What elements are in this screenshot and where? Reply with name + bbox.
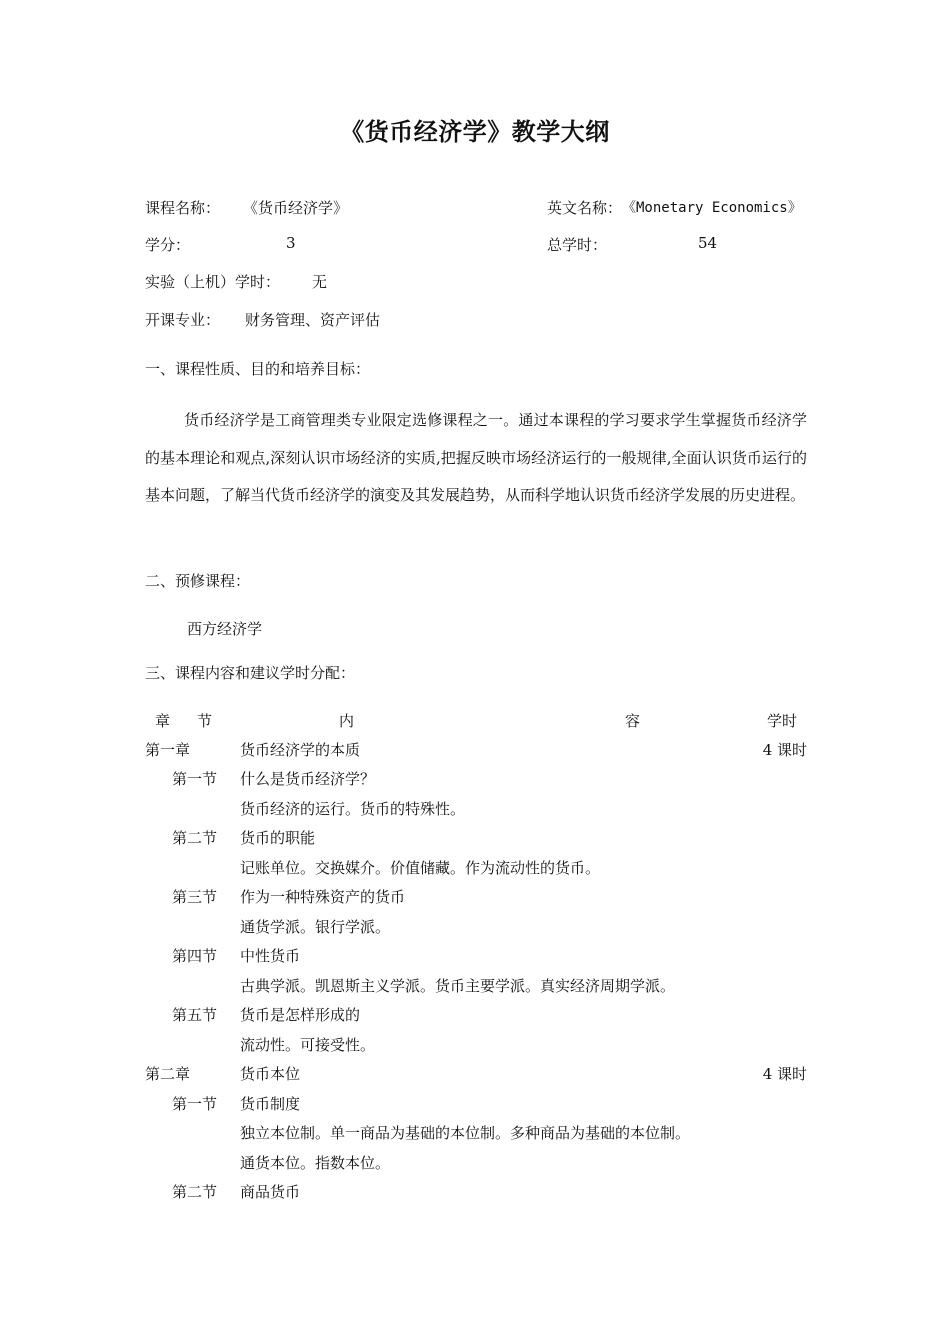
row-text: 货币本位	[240, 1065, 301, 1083]
row-section: 第一节	[172, 770, 218, 788]
schedule-row	[0, 739, 950, 769]
schedule-row	[0, 1004, 950, 1034]
row-section: 第一节	[172, 1095, 218, 1113]
majors-value: 财务管理、资产评估	[245, 311, 381, 329]
schedule-row	[0, 798, 950, 828]
schedule-row	[0, 1034, 950, 1064]
section3-heading: 三、课程内容和建议学时分配：	[145, 664, 356, 682]
row-text: 货币是怎样形成的	[240, 1006, 361, 1024]
header-jie: 节	[197, 712, 213, 730]
schedule-row	[0, 1093, 950, 1123]
schedule-row	[0, 886, 950, 916]
document-title: 《货币经济学》教学大纲	[340, 118, 610, 146]
schedule-row	[0, 975, 950, 1005]
majors-label: 开课专业：	[145, 311, 221, 329]
row-section: 第三节	[172, 888, 218, 906]
course-name-label: 课程名称：	[145, 199, 221, 217]
credits-value: 3	[286, 234, 296, 252]
schedule-row	[0, 1181, 950, 1211]
row-section: 第四节	[172, 947, 218, 965]
row-text: 商品货币	[240, 1183, 301, 1201]
section1-heading: 一、课程性质、目的和培养目标：	[145, 360, 371, 378]
row-text: 通货学派。银行学派。	[240, 918, 391, 936]
row-hours: 4 课时	[762, 741, 807, 759]
schedule-row	[0, 1063, 950, 1093]
total-hours-value: 54	[698, 234, 718, 252]
row-text: 货币经济学的本质	[240, 741, 361, 759]
row-text: 通货本位。指数本位。	[240, 1154, 391, 1172]
header-nei: 内	[339, 712, 355, 730]
credits-label: 学分：	[145, 236, 191, 254]
header-zhang: 章	[155, 712, 171, 730]
schedule-header	[0, 710, 950, 740]
row-text: 记账单位。交换媒介。价值储藏。作为流动性的货币。	[240, 859, 601, 877]
row-text: 中性货币	[240, 947, 301, 965]
course-name-value: 《货币经济学》	[243, 199, 349, 217]
section2-heading: 二、预修课程：	[145, 572, 251, 590]
row-chapter: 第二章	[145, 1065, 191, 1083]
lab-hours-value: 无	[312, 273, 328, 291]
lab-hours-label: 实验（上机）学时：	[145, 273, 281, 291]
row-section: 第二节	[172, 1183, 218, 1201]
schedule-row	[0, 857, 950, 887]
row-section: 第五节	[172, 1006, 218, 1024]
schedule-row	[0, 916, 950, 946]
row-text: 流动性。可接受性。	[240, 1036, 376, 1054]
schedule-row	[0, 945, 950, 975]
row-text: 什么是货币经济学？	[240, 770, 376, 788]
row-chapter: 第一章	[145, 741, 191, 759]
schedule-row	[0, 1152, 950, 1182]
schedule-row	[0, 768, 950, 798]
section1-body: 货币经济学是工商管理类专业限定选修课程之一。通过本课程的学习要求学生掌握货币经济学的基本理论和观点,深刻认识市场经济的实质,把握反映市场经济运行的一般规律,全面认识货币运行的基本问题，了解当代货币经济学的演变及其发展趋势，从而科学地认识货币经济学发展的历史进程。	[145, 411, 807, 504]
english-name-value: 《Monetary Economics》	[622, 200, 802, 216]
row-text: 货币经济的运行。货币的特殊性。	[240, 800, 466, 818]
row-text: 作为一种特殊资产的货币	[240, 888, 406, 906]
section2-body: 西方经济学	[187, 620, 263, 638]
total-hours-label: 总学时：	[547, 236, 608, 254]
row-text: 独立本位制。单一商品为基础的本位制。多种商品为基础的本位制。	[240, 1124, 691, 1142]
header-hours: 学时	[767, 712, 798, 730]
row-text: 货币的职能	[240, 829, 316, 847]
row-text: 古典学派。凯恩斯主义学派。货币主要学派。真实经济周期学派。	[240, 977, 676, 995]
row-hours: 4 课时	[762, 1065, 807, 1083]
english-name-label: 英文名称：	[547, 199, 623, 217]
schedule-row	[0, 827, 950, 857]
row-section: 第二节	[172, 829, 218, 847]
row-text: 货币制度	[240, 1095, 301, 1113]
header-rong: 容	[625, 712, 641, 730]
schedule-row	[0, 1122, 950, 1152]
